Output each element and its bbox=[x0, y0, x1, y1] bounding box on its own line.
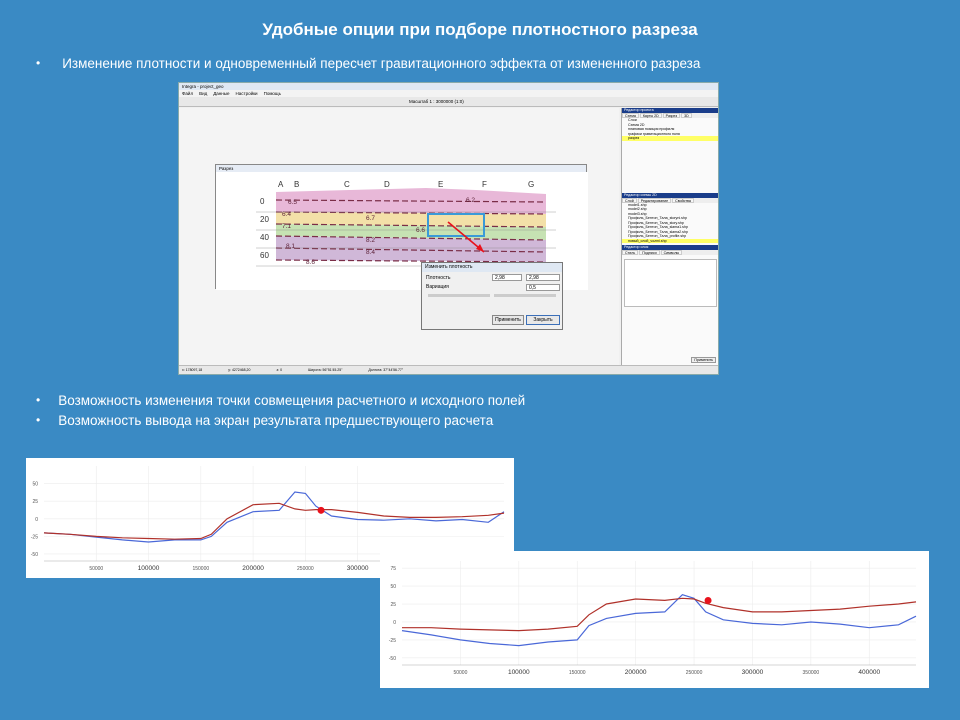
layer-label: 6.5 bbox=[288, 199, 298, 206]
bullet-dot: • bbox=[36, 413, 41, 427]
tab-maps2d[interactable]: Карты 2D bbox=[640, 113, 662, 118]
bullet-2-text: Возможность изменения точки совмещения расчетного и исходного полей bbox=[58, 393, 526, 408]
x-tick-label: 50000 bbox=[89, 566, 104, 572]
list-item[interactable]: Профиль_Бентон_Тала_slama2.shp bbox=[628, 229, 688, 234]
x-tick-label: 350000 bbox=[802, 670, 820, 676]
tab-symbols[interactable]: Символы bbox=[661, 250, 683, 255]
y-tick-label: 50 bbox=[390, 584, 396, 591]
x-tick-label: 150000 bbox=[568, 670, 586, 676]
close-button[interactable]: Закрыть bbox=[526, 315, 560, 325]
bullet-1 bbox=[36, 56, 700, 71]
tab-layer[interactable]: Слой bbox=[622, 198, 637, 203]
panel-apply-button[interactable]: Применить bbox=[691, 357, 716, 363]
tab-captions[interactable]: Подписи bbox=[639, 250, 659, 255]
x-tick-label: 100000 bbox=[507, 669, 530, 676]
bullet-2 bbox=[36, 393, 525, 408]
y-tick-label: -50 bbox=[30, 551, 38, 558]
section-letter-b: B bbox=[294, 180, 300, 189]
x-tick-label: 250000 bbox=[685, 670, 703, 676]
menu-data[interactable]: Данные bbox=[213, 91, 230, 96]
y-tick-label: 50 bbox=[32, 481, 38, 488]
scheme-editor-header: Редактор схемы 2D bbox=[622, 193, 719, 198]
bullet-3-text: Возможность вывода на экран результата предшествующего расчета bbox=[58, 413, 494, 428]
x-tick-label: 50000 bbox=[453, 670, 468, 676]
section-letter-f: F bbox=[482, 180, 487, 189]
status-bar bbox=[179, 365, 719, 374]
section-letter-a: A bbox=[278, 180, 284, 189]
tree-item[interactable]: Схема 2D bbox=[628, 122, 645, 127]
y-tick-label: 0 bbox=[35, 516, 38, 523]
tree-item[interactable]: Слои bbox=[628, 118, 637, 122]
y-tick-label: -50 bbox=[388, 655, 396, 662]
x-tick-label: 200000 bbox=[242, 565, 264, 572]
list-item[interactable]: model2.shp bbox=[628, 207, 647, 211]
status-lon: Долгота: 37°44'56.77" bbox=[368, 368, 404, 372]
list-item[interactable]: model1.shp bbox=[628, 202, 647, 207]
layer-label: 8.4 bbox=[366, 249, 376, 256]
gravity-chart-2-svg bbox=[380, 551, 929, 688]
series-line-2 bbox=[402, 598, 916, 630]
tab-edit[interactable]: Редактирование bbox=[638, 198, 671, 203]
series-line-1 bbox=[402, 595, 916, 646]
tab-style[interactable]: Стиль bbox=[622, 250, 638, 255]
depth-label-60: 60 bbox=[260, 251, 269, 260]
section-window-title: Разрез bbox=[216, 165, 586, 172]
layer-tabs bbox=[622, 250, 719, 255]
layer-label: 6.4 bbox=[282, 211, 292, 218]
x-tick-label: 250000 bbox=[297, 566, 314, 572]
depth-label-0: 0 bbox=[260, 197, 265, 206]
variation-slider[interactable] bbox=[494, 294, 556, 297]
layer-label: 8.6 bbox=[306, 259, 316, 266]
list-item[interactable]: Профиль_Бентон_Тала_story.shp bbox=[628, 220, 684, 225]
depth-label-20: 20 bbox=[260, 215, 269, 224]
app-screenshot bbox=[178, 82, 719, 375]
menu-help[interactable]: Помощь bbox=[263, 91, 281, 96]
tab-props[interactable]: Свойства bbox=[672, 198, 694, 203]
y-tick-label: 25 bbox=[32, 499, 38, 506]
density-slider[interactable] bbox=[428, 294, 490, 297]
status-x: x: 178097,18 bbox=[182, 368, 203, 372]
y-tick-label: -25 bbox=[388, 637, 396, 644]
y-tick-label: -25 bbox=[30, 534, 38, 541]
gravity-chart-2 bbox=[380, 551, 929, 688]
app-titlebar: Integra - project_geo bbox=[179, 83, 718, 90]
change-density-dialog[interactable] bbox=[421, 262, 563, 330]
status-z: z: 0 bbox=[276, 368, 283, 372]
density-label: Плотность bbox=[426, 275, 451, 281]
bullet-3 bbox=[36, 413, 493, 428]
layer-label: 6.6 bbox=[416, 227, 426, 234]
menu-settings[interactable]: Настройки bbox=[235, 91, 258, 96]
bullet-1-text: Изменение плотности и одновременный пересчет гравитационного эффекта от измененного разреза bbox=[62, 56, 701, 71]
layer-label: 6.7 bbox=[366, 215, 376, 222]
layer-label: 8.1 bbox=[286, 243, 296, 250]
tree-item-selected[interactable]: разрез bbox=[622, 136, 719, 141]
section-letter-d: D bbox=[384, 180, 390, 189]
layer-editor-header: Редактор слоя bbox=[622, 245, 719, 250]
x-tick-label: 400000 bbox=[858, 669, 881, 676]
density-input-2[interactable]: 2,98 bbox=[526, 274, 560, 281]
list-item[interactable]: model3.shp bbox=[628, 211, 647, 216]
bullet-dot: • bbox=[36, 393, 41, 407]
status-y: y: 4272468,20 bbox=[228, 368, 251, 372]
section-letter-c: C bbox=[344, 180, 350, 189]
apply-button[interactable]: Применить bbox=[492, 315, 524, 325]
app-toolbar bbox=[179, 97, 718, 107]
list-item[interactable]: Профиль_Бентон_Тала_profile.shp bbox=[628, 234, 687, 238]
app-menubar bbox=[179, 90, 718, 97]
list-item[interactable]: Профиль_Бентон_Тала_slama1.shp bbox=[628, 225, 688, 229]
list-item-selected[interactable]: новый_слой_vozmi.shp bbox=[622, 239, 719, 244]
tree-item[interactable]: графики гравитационного поля bbox=[628, 131, 680, 136]
map-canvas[interactable] bbox=[179, 108, 619, 366]
x-tick-label: 200000 bbox=[624, 669, 647, 676]
tab-scheme[interactable]: Схема bbox=[622, 113, 639, 118]
project-editor-header: Редактор проекта bbox=[622, 108, 719, 113]
right-panel bbox=[621, 108, 719, 366]
depth-label-40: 40 bbox=[260, 233, 269, 242]
layer-label: 8.2 bbox=[366, 237, 376, 244]
tree-item[interactable]: плановая позиция профиля bbox=[628, 127, 675, 131]
tab-3d[interactable]: 3D bbox=[681, 113, 692, 118]
x-tick-label: 300000 bbox=[346, 565, 369, 572]
y-tick-label: 25 bbox=[390, 602, 396, 609]
tab-section[interactable]: Разрез bbox=[663, 113, 680, 118]
slide-title: Удобные опции при подборе плотностного разреза bbox=[262, 20, 698, 39]
variation-label: Вариация bbox=[426, 284, 449, 290]
variation-input[interactable]: 0,5 bbox=[526, 284, 560, 291]
status-lat: Широта: 56°51'45.25" bbox=[308, 368, 343, 372]
layer-style-table[interactable] bbox=[624, 259, 717, 307]
section-letter-g: G bbox=[528, 180, 535, 189]
list-item[interactable]: Профиль_Бентон_Тала_storyni.shp bbox=[628, 216, 687, 220]
scale-field[interactable]: Масштаб 1 : 3000000 (1:0) bbox=[409, 99, 464, 104]
menu-view[interactable]: Вид bbox=[199, 91, 208, 96]
x-tick-label: 100000 bbox=[137, 565, 160, 572]
layer-label: 7.1 bbox=[282, 223, 292, 230]
menu-file[interactable]: Файл bbox=[182, 91, 194, 96]
alignment-point-marker bbox=[318, 507, 325, 514]
layer-label: 6.2 bbox=[466, 197, 476, 204]
section-letter-e: E bbox=[438, 180, 444, 189]
y-tick-label: 75 bbox=[390, 566, 396, 573]
bullet-dot: • bbox=[36, 56, 41, 70]
x-tick-label: 150000 bbox=[192, 566, 210, 572]
dialog-title: Изменить плотность bbox=[422, 263, 562, 272]
x-tick-label: 300000 bbox=[741, 669, 764, 676]
alignment-point-marker bbox=[705, 597, 712, 604]
y-tick-label: 0 bbox=[393, 619, 396, 626]
density-input[interactable]: 2,98 bbox=[492, 274, 522, 281]
